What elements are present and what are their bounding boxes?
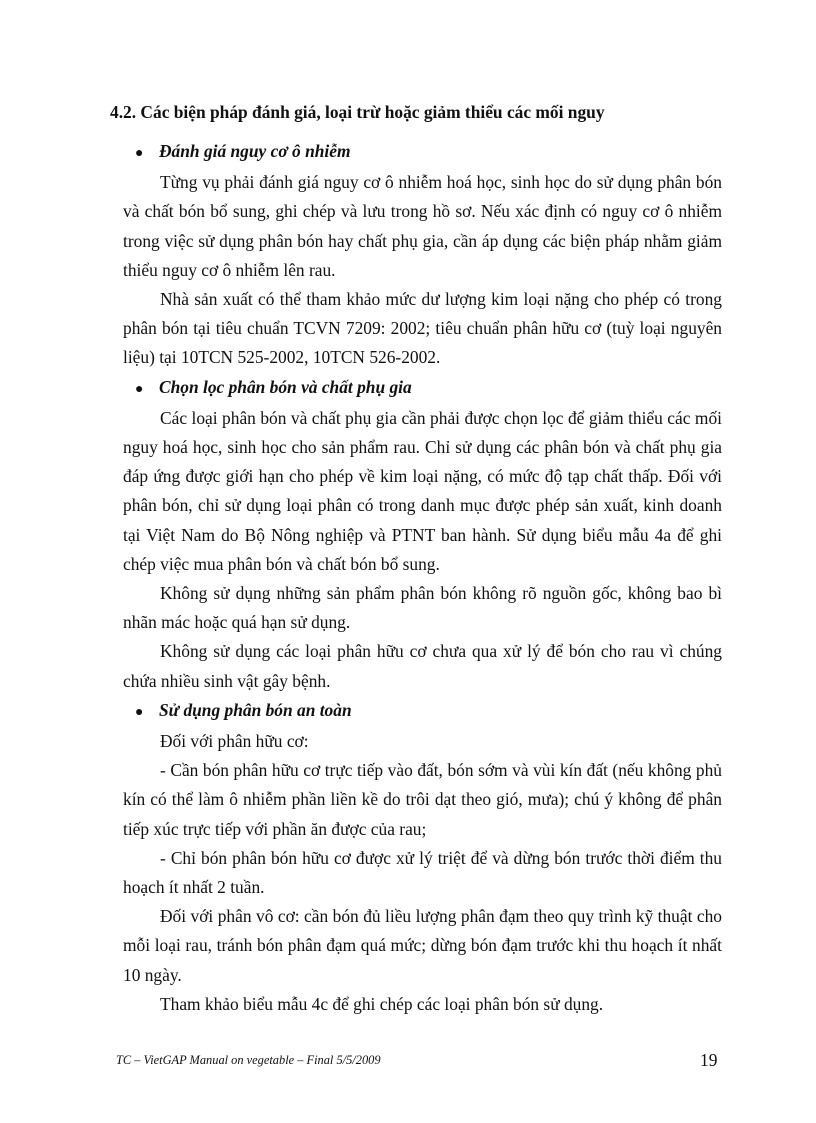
bullet-icon: ● bbox=[135, 146, 144, 161]
paragraph: Đối với phân hữu cơ: bbox=[160, 731, 309, 752]
bullet-label: Đánh giá nguy cơ ô nhiễm bbox=[159, 141, 351, 161]
paragraph: Các loại phân bón và chất phụ gia cần phải được chọn lọc để giảm thiểu các mối nguy hoá học, sinh học cho sản phẩm rau. Chỉ sử dụng các phân bón và chất phụ gia đáp ứng được giới hạn cho phép về kim loại nặng, có mức độ tạp chất thấp. Đối với phân bón, chỉ sử dụng loại phân có trong danh mục được phép sản xuất, kinh doanh tại Việt Nam do Bộ Nông nghiệp và PTNT ban hành. Sử dụng biểu mẫu 4a để ghi chép việc mua phân bón và chất bón bổ sung. bbox=[123, 407, 722, 574]
bullet-heading-safe-fertilizer-use bbox=[123, 696, 722, 727]
section-heading: 4.2. Các biện pháp đánh giá, loại trừ hoặc giảm thiểu các mối nguy bbox=[110, 102, 605, 122]
footer-document-title: TC – VietGAP Manual on vegetable – Final 5/5/2009 bbox=[116, 1053, 381, 1067]
paragraph: Không sử dụng các loại phân hữu cơ chưa qua xử lý để bón cho rau vì chúng chứa nhiều sinh vật gây bệnh. bbox=[123, 641, 722, 691]
paragraph: Không sử dụng những sản phẩm phân bón không rõ nguồn gốc, không bao bì nhãn mác hoặc quá hạn sử dụng. bbox=[123, 583, 722, 633]
paragraph: Đối với phân vô cơ: cần bón đủ liều lượng phân đạm theo quy trình kỹ thuật cho mỗi loại rau, tránh bón phân đạm quá mức; dừng bón đạm trước khi thu hoạch ít nhất 10 ngày. bbox=[123, 906, 722, 985]
paragraph: Từng vụ phải đánh giá nguy cơ ô nhiễm hoá học, sinh học do sử dụng phân bón và chất bón bổ sung, ghi chép và lưu trong hồ sơ. Nếu xác định có nguy cơ ô nhiễm trong việc sử dụng phân bón hay chất phụ gia, cần áp dụng các biện pháp nhằm giảm thiểu nguy cơ ô nhiễm lên rau. bbox=[123, 172, 722, 280]
bullet-heading-fertilizer-selection bbox=[123, 373, 722, 404]
paragraph: Tham khảo biểu mẫu 4c để ghi chép các loại phân bón sử dụng. bbox=[160, 993, 604, 1014]
paragraph: Nhà sản xuất có thể tham khảo mức dư lượng kim loại nặng cho phép có trong phân bón tại tiêu chuẩn TCVN 7209: 2002; tiêu chuẩn phân hữu cơ (tuỳ loại nguyên liệu) tại 10TCN 525-2002, 10TCN 526-2002. bbox=[123, 289, 722, 368]
paragraph: - Chỉ bón phân bón hữu cơ được xử lý triệt để và dừng bón trước thời điểm thu hoạch ít nhất 2 tuần. bbox=[123, 847, 722, 898]
paragraph: - Cần bón phân hữu cơ trực tiếp vào đất, bón sớm và vùi kín đất (nếu không phủ kín có thể làm ô nhiễm phần liền kề do trôi dạt theo gió, mưa); chú ý không để phân tiếp xúc trực tiếp với phần ăn được của rau; bbox=[123, 760, 722, 839]
bullet-label: Chọn lọc phân bón và chất phụ gia bbox=[159, 376, 412, 397]
body-content bbox=[123, 137, 722, 1019]
bullet-icon: ● bbox=[135, 381, 144, 397]
bullet-label: Sử dụng phân bón an toàn bbox=[159, 699, 352, 720]
page-number: 19 bbox=[700, 1050, 718, 1070]
bullet-icon: ● bbox=[135, 704, 144, 720]
bullet-heading-risk-assessment bbox=[123, 137, 722, 168]
